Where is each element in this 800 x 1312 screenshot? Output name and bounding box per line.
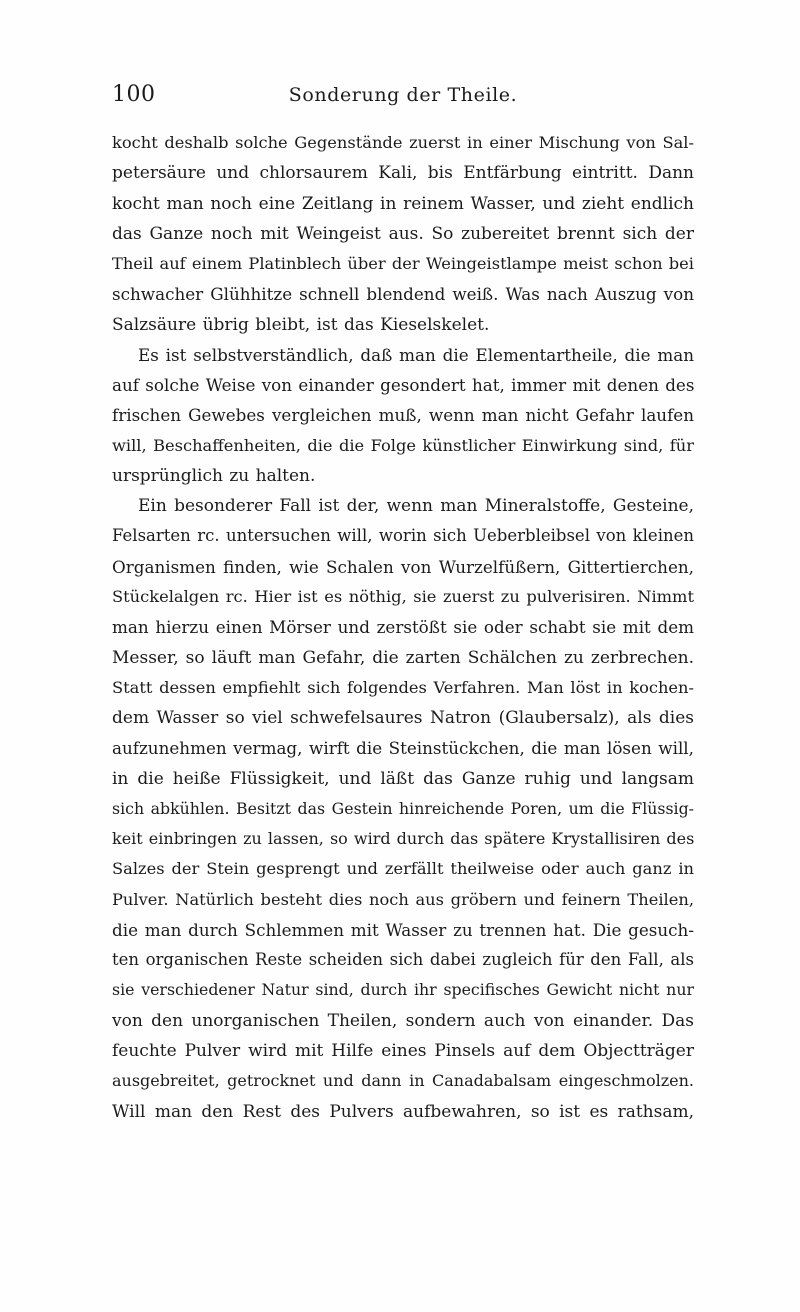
text-line: frischen Gewebes vergleichen muß, wenn man nicht Gefahr laufen [112, 405, 694, 426]
text-line: die man durch Schlemmen mit Wasser zu trennen hat. Die gesuch- [112, 919, 694, 940]
text-line: Ein besonderer Fall ist der, wenn man Mineralstoffe, Gesteine, [138, 496, 694, 517]
text-line: von den unorganischen Theilen, sondern auch von einander. Das [112, 1010, 694, 1031]
text-line: Felsarten rc. untersuchen will, worin sich Ueberbleibsel von kleinen [112, 526, 694, 546]
text-line: Statt dessen empfiehlt sich folgendes Verfahren. Man löst in kochen- [112, 677, 694, 697]
text-line: kocht deshalb solche Gegenstände zuerst in einer Mischung von Sal- [112, 133, 694, 152]
text-line: Messer, so läuft man Gefahr, die zarten Schälchen zu zerbrechen. [112, 647, 694, 668]
text-line: sich abkühlen. Besitzt das Gestein hinreichende Poren, um die Flüssig- [112, 798, 694, 818]
running-title: Sonderung der Theile. [288, 84, 518, 106]
text-line: das Ganze noch mit Weingeist aus. So zubereitet brennt sich der [112, 223, 694, 244]
text-line: petersäure und chlorsaurem Kali, bis Entfärbung eintritt. Dann [112, 163, 694, 184]
text-line: aufzunehmen vermag, wirft die Steinstückchen, die man lösen will, [112, 738, 694, 759]
page-header [112, 82, 694, 112]
text-line: ten organischen Reste scheiden sich dabei zugleich für den Fall, als [112, 950, 694, 970]
text-line: Salzes der Stein gesprengt und zerfällt theilweise oder auch ganz in [112, 859, 694, 879]
page-number: 100 [112, 82, 156, 107]
text-line: dem Wasser so viel schwefelsaures Natron (Glaubersalz), als dies [112, 708, 694, 729]
text-line: Salzsäure übrig bleibt, ist das Kieselskelet. [112, 314, 490, 335]
text-line: feuchte Pulver wird mit Hilfe eines Pinsels auf dem Objectträger [112, 1040, 694, 1061]
text-line: auf solche Weise von einander gesondert hat, immer mit denen des [112, 375, 694, 396]
text-line: will, Beschaffenheiten, die die Folge künstlicher Einwirkung sind, für [112, 435, 694, 455]
text-line: ursprünglich zu halten. [112, 465, 316, 486]
text-line: sie verschiedener Natur sind, durch ihr specifisches Gewicht nicht nur [112, 980, 694, 1000]
text-line: Pulver. Natürlich besteht dies noch aus gröbern und feinern Theilen, [112, 889, 694, 909]
text-line: kocht man noch eine Zeitlang in reinem Wasser, und zieht endlich [112, 193, 694, 214]
text-line: Organismen finden, wie Schalen von Wurzelfüßern, Gittertierchen, [112, 556, 694, 577]
body-text [112, 128, 694, 1127]
text-line: keit einbringen zu lassen, so wird durch das spätere Krystallisiren des [112, 829, 694, 849]
text-line: ausgebreitet, getrocknet und dann in Canadabalsam eingeschmolzen. [112, 1071, 694, 1091]
text-line: Theil auf einem Platinblech über der Weingeistlampe meist schon bei [112, 254, 694, 274]
text-line: man hierzu einen Mörser und zerstößt sie oder schabt sie mit dem [112, 617, 694, 638]
text-line: Stückelalgen rc. Hier ist es nöthig, sie zuerst zu pulverisiren. Nimmt [112, 586, 694, 606]
text-line: Will man den Rest des Pulvers aufbewahren, so ist es rathsam, [112, 1101, 694, 1122]
text-line: Es ist selbstverständlich, daß man die Elementartheile, die man [138, 344, 694, 365]
text-line: in die heiße Flüssigkeit, und läßt das Ganze ruhig und langsam [112, 768, 694, 789]
text-line: schwacher Glühhitze schnell blendend weiß. Was nach Auszug von [112, 284, 694, 305]
